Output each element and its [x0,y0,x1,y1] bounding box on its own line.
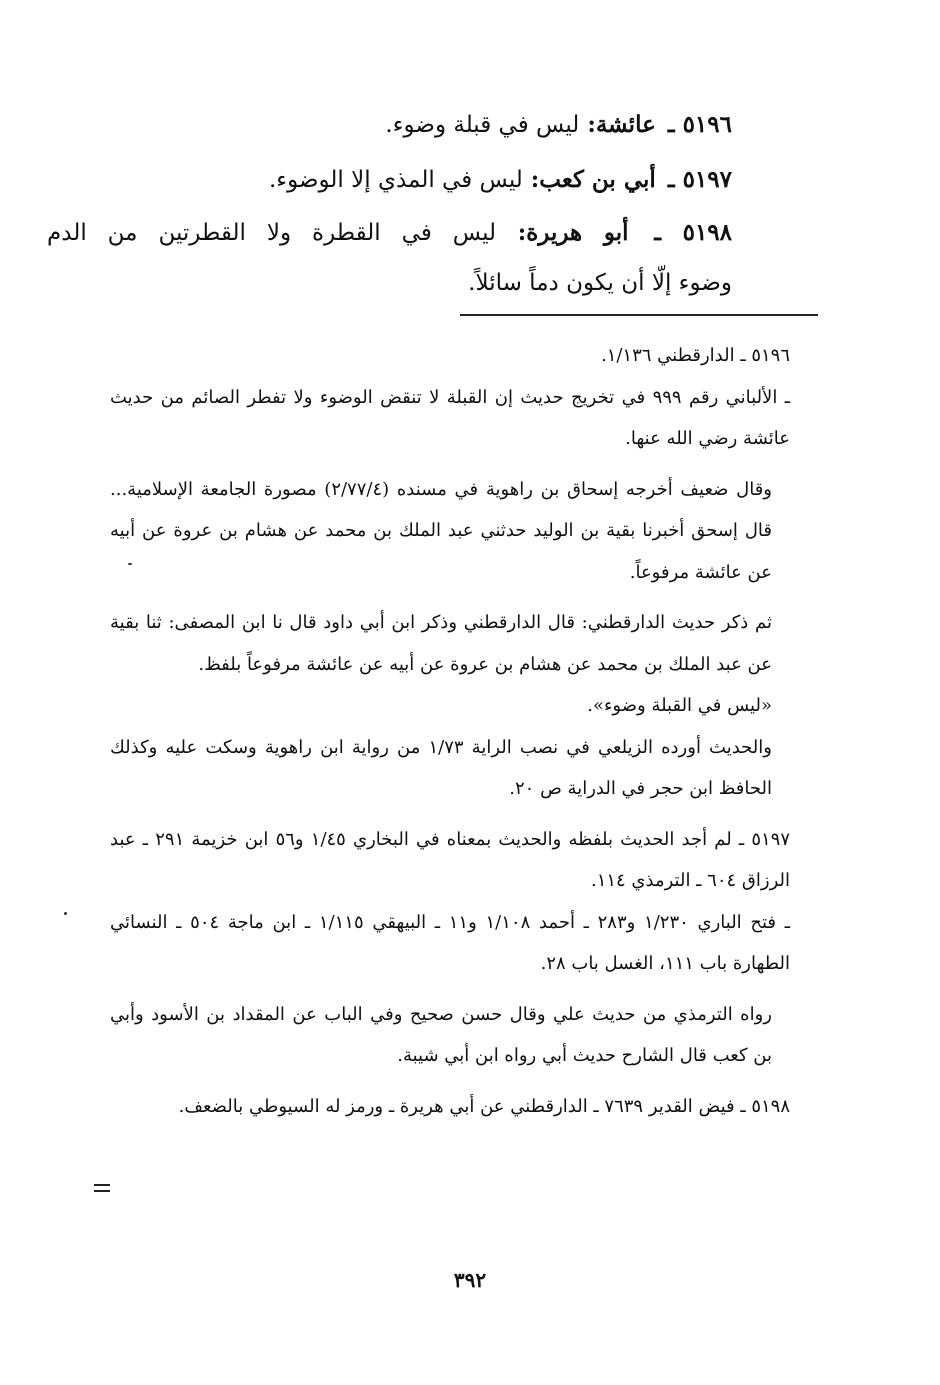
hadith-entry-5196 [385,96,732,154]
paper-speck [128,563,132,565]
hadith-entry-5197 [269,151,732,209]
entry-number: ٥١٩٨ ـ [654,219,733,246]
entry-text: ليس في المذي إلا الوضوء. [269,167,523,193]
margin-mark [94,1184,110,1192]
note-5197-source: ٥١٩٧ ـ لم أجد الحديث بلفظه والحديث بمعناه في البخاري ١/٤٥ و٥٦ ابن خزيمة ٢٩١ ـ عبد الرزاق ٦٠٤ ـ الترمذي ١١٤. [110,828,790,891]
note-daraqutni: ثم ذكر حديث الدارقطني: قال الدارقطني وذكر ابن أبي داود قال نا ابن المصفى: ثنا بقية عن عبد الملك بن محمد عن هشام بن عروة عن أبيه عن عائشة مرفوعاً بلفظ. [110,612,772,675]
note-tirmidhi: رواه الترمذي من حديث علي وقال حسن صحيح وفي الباب عن المقداد بن الأسود وأبي بن كعب قال الشارح حديث أبي رواه ابن أبي شيبة. [110,1003,772,1066]
note-zaylai: والحديث أورده الزيلعي في نصب الراية ١/٧٣ من رواية ابن راهوية وسكت عليه وكذلك الحافظ ابن حجر في الدراية ص ٢٠. [110,736,772,799]
entry-text: ليس في قبلة وضوء. [385,112,580,138]
footnote-separator [460,314,818,316]
entry-number: ٥١٩٦ ـ [667,111,732,138]
entry-narrator: عائشة: [587,111,656,138]
page-number: ٣٩٢ [453,1268,487,1292]
note-albani: ـ الألباني رقم ٩٩٩ في تخريج حديث إن القبلة لا تنقض الوضوء ولا تفطر الصائم من حديث عائشة رضي الله عنها. [110,386,790,449]
note-fath-albari: ـ فتح الباري ١/٢٣٠ و٢٨٣ ـ أحمد ١/١٠٨ و١١ ـ البيهقي ١/١١٥ ـ ابن ماجة ٥٠٤ ـ النسائي الطهارة باب ١١١، الغسل باب ٢٨. [110,911,791,974]
entry-narrator: أبو هريرة: [517,219,629,246]
entry-line-2: وضوء إلّا أن يكون دماً سائلاً. [468,270,732,296]
footnotes [110,335,790,1136]
note-ishaq: وقال ضعيف أخرجه إسحاق بن راهوية في مسنده (٢/٧٧/٤) مصورة الجامعة الإسلامية... قال إسحق أخبرنا بقية بن الوليد حدثني عبد الملك بن محمد عن هشام بن عروة عن أبيه عن عائشة مرفوعاً. [110,478,773,583]
entry-narrator: أبي بن كعب: [530,166,656,193]
note-5196-source: ٥١٩٦ ـ الدارقطني ١/١٣٦. [600,345,790,366]
hadith-entry-5198 [47,208,732,308]
paper-speck [64,912,67,915]
entry-text: ليس في القطرة ولا القطرتين من الدم [47,220,497,246]
entry-number: ٥١٩٧ ـ [667,166,732,193]
note-quote: «ليس في القبلة وضوء». [587,695,772,716]
note-5198-source: ٥١٩٨ ـ فيض القدير ٧٦٣٩ ـ الدارقطني عن أبي هريرة ـ ورمز له السيوطي بالضعف. [178,1095,790,1117]
entry-line-1 [47,208,732,258]
